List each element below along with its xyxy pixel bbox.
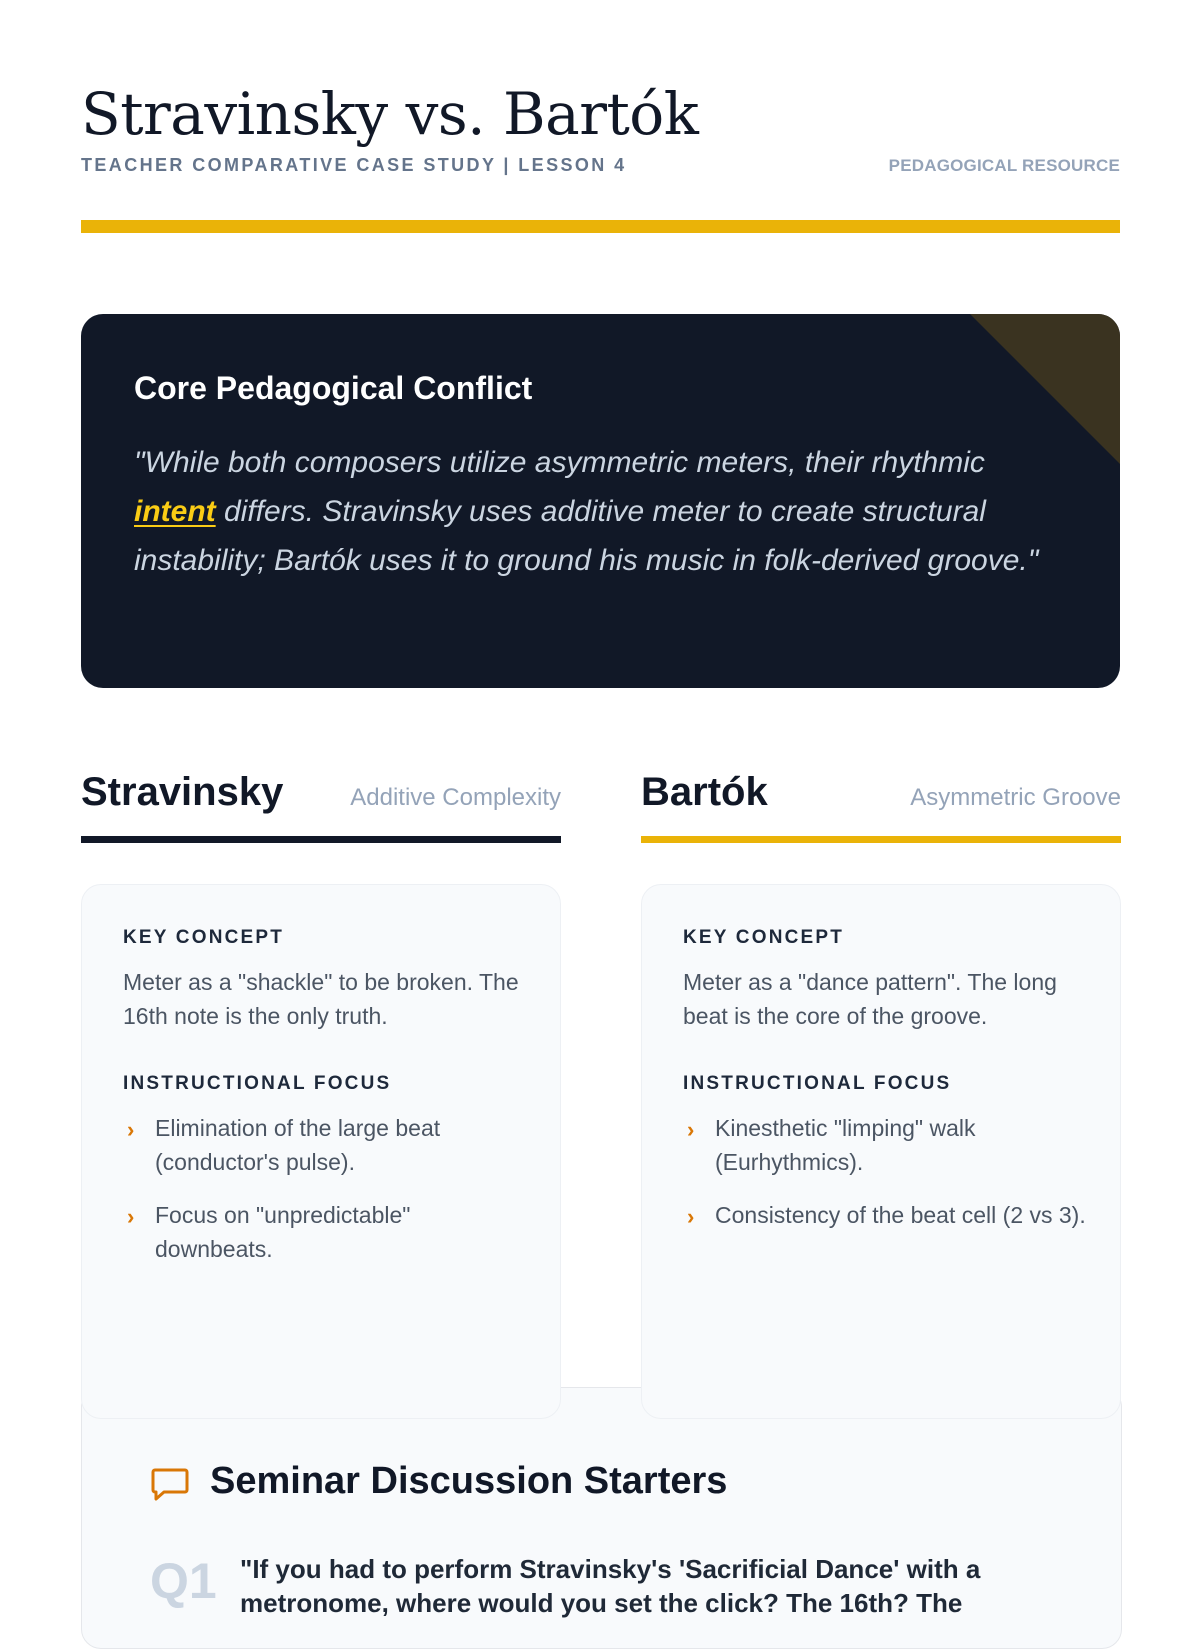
focus-item-text: Elimination of the large beat (conductor's pulse). (155, 1115, 441, 1175)
focus-item-text: Focus on "unpredictable" downbeats. (155, 1202, 411, 1262)
column-name: Stravinsky (81, 770, 284, 814)
quote-text-start: "While both composers utilize asymmetric meters, their rhythmic (134, 446, 985, 479)
core-conflict-card (81, 314, 1120, 688)
core-conflict-title: Core Pedagogical Conflict (134, 370, 533, 406)
core-conflict-quote (134, 438, 1044, 585)
header-divider (81, 220, 1120, 233)
speech-bubble-icon (150, 1464, 190, 1504)
quote-highlight: intent (134, 495, 216, 528)
chevron-right-icon: › (687, 1204, 695, 1229)
bartok-column-header (641, 770, 1121, 842)
column-divider (641, 836, 1121, 843)
chevron-right-icon: › (127, 1117, 135, 1142)
key-concept-text: Meter as a "shackle" to be broken. The 16th note is the only truth. (123, 969, 519, 1029)
key-concept-text: Meter as a "dance pattern". The long beat is the core of the groove. (683, 969, 1057, 1029)
focus-item-text: Consistency of the beat cell (2 vs 3). (715, 1202, 1086, 1228)
list-item (683, 1111, 1093, 1179)
page-title: Stravinsky vs. Bartók (81, 80, 699, 148)
seminar-card (81, 1387, 1122, 1649)
bartok-card (641, 884, 1121, 1419)
quote-text-end: differs. Stravinsky uses additive meter to create structural instability; Bartók uses it to ground his music in folk-derived groove." (134, 495, 1039, 577)
question-text-line-1: "If you had to perform Stravinsky's 'Sacrificial Dance' with a (240, 1554, 981, 1584)
focus-item-text: Kinesthetic "limping" walk (Eurhythmics). (715, 1115, 976, 1175)
instructional-focus-heading: INSTRUCTIONAL FOCUS (683, 1073, 952, 1094)
column-divider (81, 836, 561, 843)
key-concept-heading: KEY CONCEPT (683, 927, 845, 948)
column-tagline: Additive Complexity (350, 784, 561, 811)
seminar-title: Seminar Discussion Starters (210, 1460, 728, 1502)
chevron-right-icon: › (127, 1204, 135, 1229)
focus-list (683, 1111, 1093, 1251)
chevron-right-icon: › (687, 1117, 695, 1142)
stravinsky-column-header (81, 770, 561, 842)
column-tagline: Asymmetric Groove (910, 784, 1121, 811)
focus-list (123, 1111, 533, 1285)
list-item (683, 1198, 1093, 1232)
resource-label: PEDAGOGICAL RESOURCE (888, 156, 1120, 175)
question-label: Q1 (150, 1553, 217, 1609)
key-concept-heading: KEY CONCEPT (123, 927, 285, 948)
page-subtitle: TEACHER COMPARATIVE CASE STUDY | LESSON 4 (81, 155, 627, 175)
column-name: Bartók (641, 770, 768, 814)
question-text-line-2: metronome, where would you set the click? The 16th? The (240, 1588, 963, 1618)
list-item (123, 1198, 533, 1266)
list-item (123, 1111, 533, 1179)
stravinsky-card (81, 884, 561, 1419)
instructional-focus-heading: INSTRUCTIONAL FOCUS (123, 1073, 392, 1094)
